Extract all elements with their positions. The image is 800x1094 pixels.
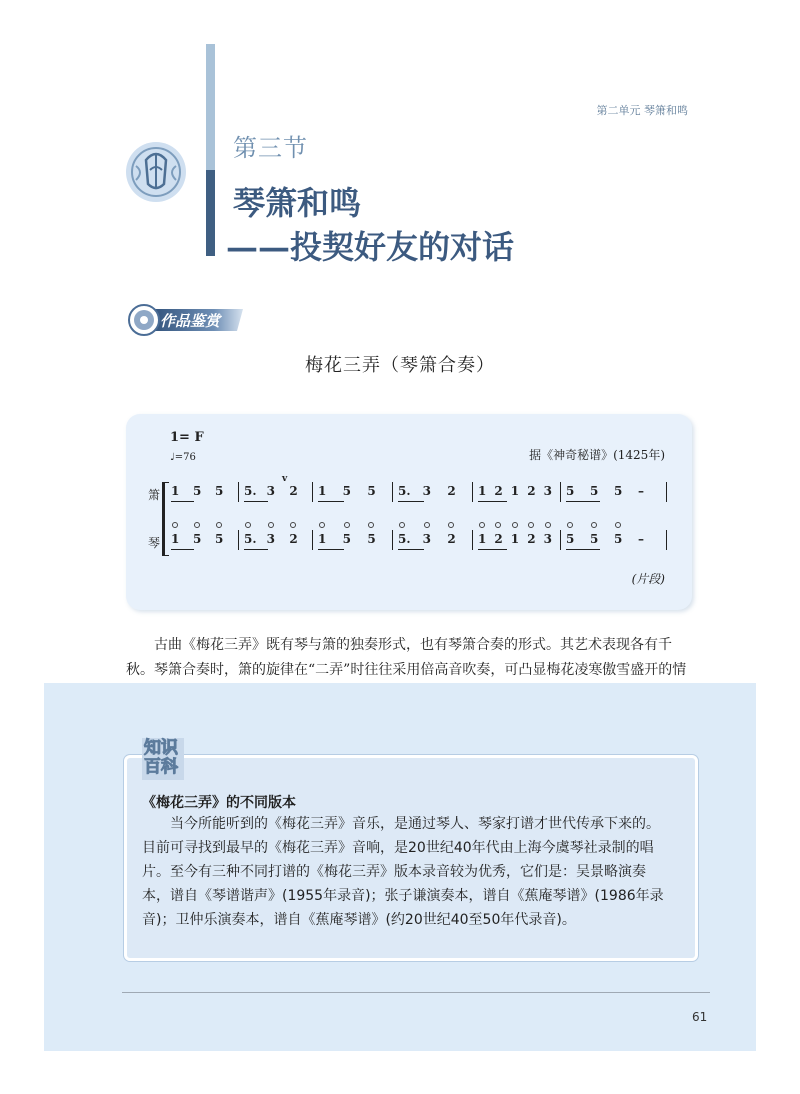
qin-emblem-icon [124, 140, 188, 204]
knowledge-body: 当今所能听到的《梅花三弄》音乐，是通过琴人、琴家打谱才世代传承下来的。目前可寻找到最早的《梅花三弄》音响，是20世纪40年代由上海今虞琴社录制的唱片。至今有三种不同打谱的《梅花三弄》版本录音较为优秀，它们是：吴景略演奏本，谱自《琴谱谐声》(1955年录音)；张子谦演奏本，谱自《蕉庵琴谱》(1986年录音)；卫仲乐演奏本，谱自《蕉庵琴谱》(约20世纪40至50年代录音)。 [142, 816, 664, 928]
note: 3 [266, 532, 276, 546]
note: 5 [215, 484, 224, 498]
note: 2 [289, 532, 298, 546]
beam-line [398, 501, 424, 502]
note: 1 [478, 484, 487, 498]
barline [392, 530, 393, 550]
note: 5 [367, 484, 376, 498]
intro-paragraph: 古曲《梅花三弄》既有琴与箫的独奏形式，也有琴箫合奏的形式。其艺术表现各有千秋。琴箫合奏时，箫的旋律在“二弄”时往往采用倍高音吹奏，可凸显梅花凌寒傲雪盛开的情 [126, 637, 687, 678]
note: 3 [422, 484, 432, 498]
octave-dot [479, 522, 485, 528]
beam-line [318, 549, 344, 550]
barline [560, 530, 561, 550]
knowledge-badge-label: 知识 百科 [144, 738, 178, 777]
note: 5 [215, 532, 224, 546]
octave-dot [172, 522, 178, 528]
score-fragment-note: (片段) [631, 572, 665, 586]
page-subtitle: ——投契好友的对话 [226, 228, 515, 266]
note: 1 [318, 484, 327, 498]
barline [666, 530, 667, 550]
note: 5 [590, 484, 599, 498]
note: 3 [422, 532, 432, 546]
score-tempo: ♩=76 [170, 452, 196, 463]
row-label-qin: 琴 [148, 536, 161, 550]
piece-title: 梅花三弄（琴箫合奏） [305, 355, 495, 376]
note: 5 [590, 532, 599, 546]
appreciation-tag-label: 作品鉴赏 [160, 312, 221, 330]
section-number: 第三节 [233, 134, 308, 162]
note: 2 [289, 484, 298, 498]
note: – [638, 484, 644, 498]
beam-line [244, 549, 268, 550]
score-panel [126, 414, 692, 610]
barline [472, 530, 473, 550]
note: 5 [342, 532, 352, 546]
note: 1 [510, 484, 520, 498]
breath-mark: v [282, 474, 288, 484]
note: 3 [543, 532, 552, 546]
beam-line [478, 549, 507, 550]
octave-dot [268, 522, 274, 528]
beam-line [398, 549, 424, 550]
note: 1 [318, 532, 327, 546]
barline [560, 482, 561, 502]
note: 5. [398, 532, 411, 546]
score-source: 据《神奇秘谱》(1425年) [529, 448, 665, 462]
beam-line [171, 501, 194, 502]
note: 5 [193, 484, 202, 498]
page-number: 61 [692, 1010, 708, 1024]
barline [312, 482, 313, 502]
note: – [638, 532, 644, 546]
footer-divider [122, 992, 710, 993]
beam-line [171, 549, 194, 550]
octave-dot [194, 522, 200, 528]
barline [238, 482, 239, 502]
barline [392, 482, 393, 502]
title-bar-light [206, 44, 215, 170]
row-label-xiao: 箫 [148, 488, 161, 502]
beam-line [566, 501, 600, 502]
note: 2 [494, 532, 503, 546]
note: 1 [171, 484, 180, 498]
knowledge-title: 《梅花三弄》的不同版本 [142, 795, 296, 811]
note: 5 [342, 484, 352, 498]
octave-dot [216, 522, 222, 528]
note: 1 [478, 532, 487, 546]
note: 1 [510, 532, 520, 546]
note: 5 [566, 532, 575, 546]
beam-line [478, 501, 507, 502]
octave-dot [399, 522, 405, 528]
title-bar-dark [206, 170, 215, 256]
page-title: 琴箫和鸣 [233, 184, 362, 222]
note: 2 [527, 484, 536, 498]
octave-dot [567, 522, 573, 528]
unit-label: 第二单元 琴箫和鸣 [596, 104, 688, 117]
octave-dot [512, 522, 518, 528]
octave-dot [591, 522, 597, 528]
barline [312, 530, 313, 550]
note: 5 [193, 532, 202, 546]
note: 1 [171, 532, 180, 546]
octave-dot [344, 522, 350, 528]
note: 5. [398, 484, 411, 498]
note: 3 [266, 484, 276, 498]
octave-dot [615, 522, 621, 528]
system-brace [162, 482, 169, 556]
beam-line [318, 501, 344, 502]
octave-dot [545, 522, 551, 528]
note: 5 [614, 532, 623, 546]
note: 2 [494, 484, 503, 498]
note: 5. [244, 484, 257, 498]
octave-dot [424, 522, 430, 528]
note: 2 [447, 532, 456, 546]
barline [238, 530, 239, 550]
note: 2 [447, 484, 456, 498]
barline [666, 482, 667, 502]
note: 3 [543, 484, 552, 498]
note: 5 [566, 484, 575, 498]
note: 2 [527, 532, 536, 546]
note: 5 [367, 532, 376, 546]
barline [472, 482, 473, 502]
note: 5. [244, 532, 257, 546]
note: 5 [614, 484, 623, 498]
octave-dot [245, 522, 251, 528]
score-key: 1= F [170, 430, 204, 445]
quarter-note-icon: ♩ [170, 452, 175, 463]
octave-dot [319, 522, 325, 528]
beam-line [566, 549, 600, 550]
beam-line [244, 501, 268, 502]
